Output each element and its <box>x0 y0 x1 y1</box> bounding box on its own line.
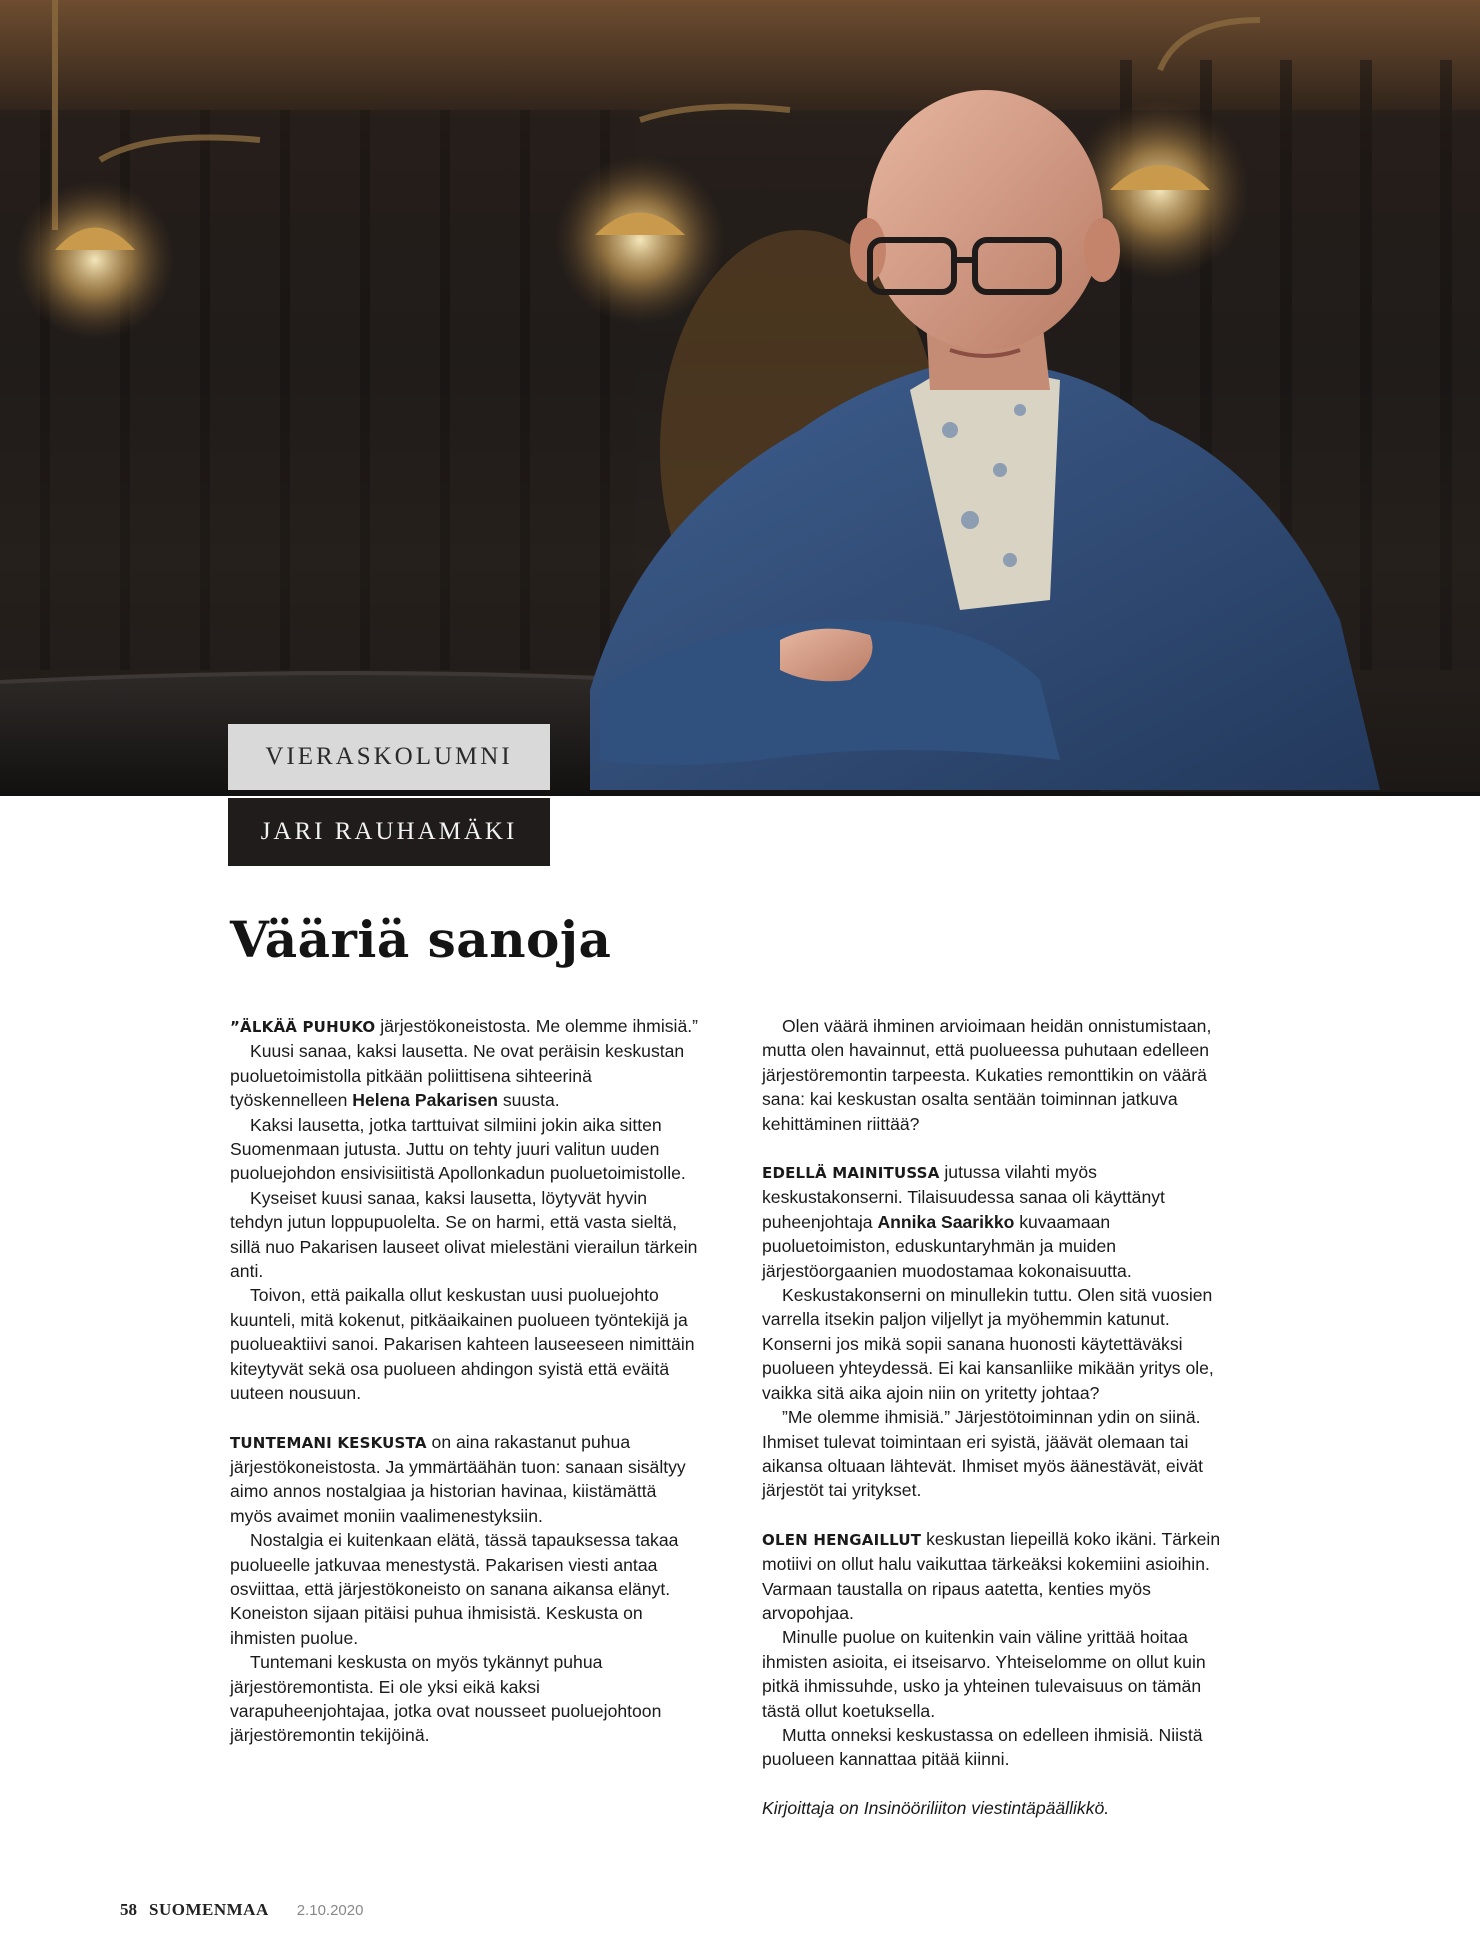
paragraph: ”Me olemme ihmisiä.” Järjestötoiminnan ydin on siinä. Ihmiset tulevat toimintaan eri syistä, jäävät olemaan tai aikansa oltuaan lähtevät. Ihmiset myös äänestävät, eivät järjestöt tai yritykset. <box>762 1407 1204 1501</box>
issue-date: 2.10.2020 <box>296 1902 364 1919</box>
paragraph: Olen väärä ihminen arvioimaan heidän onnistumistaan, mutta olen havainnut, että puolueessa puhutaan edelleen järjestöremontin tarpeesta. Kukaties remonttikin on väärä sana: kai keskustan osalta sentään toiminnan jatkuva kehittäminen riittää? <box>762 1016 1212 1134</box>
hero-photo-illustration <box>0 0 1480 796</box>
person-name: Helena Pakarisen <box>352 1090 498 1111</box>
paragraph: Kaksi lausetta, jotka tarttuivat silmiini jokin aika sitten Suomenmaan jutusta. Juttu on tehty juuri valitun uuden puoluejohdon ensivisiitistä Apollonkadun puoluetoimistolle. <box>230 1114 686 1184</box>
paragraph: Minulle puolue on kuitenkin vain väline yrittää hoitaa ihmisten asioita, ei itseisarvo. Yhteiselomme on ollut kuin pitkä ihmissuhde, usko ja yhteinen tulevaisuus on tämän tästä ollut koetuksella. <box>762 1627 1206 1721</box>
publication-name: SUOMENMAA <box>149 1900 269 1919</box>
paragraph: Keskustakonserni on minullekin tuttu. Olen sitä vuosien varrella itsekin paljon viljellyt ja myöhemmin katunut. Konserni jos mikä sopii sanana huonosti käytettäväksi puolueen yhteydessä. Ei kai kansanliike mikään yritys ole, vaikka sitä aika ajoin niin on yritetty johtaa? <box>762 1285 1214 1403</box>
paragraph: OLEN HENGAILLUT keskustan liepeillä koko ikäni. Tärkein motiivi on ollut halu vaikuttaa tärkeäksi kokemiini asioihin. Varmaan taustalla on ripaus aatetta, kenties myös arvopohjaa. <box>762 1528 1221 1623</box>
paragraph: Toivon, että paikalla ollut keskustan uusi puoluejohto kuunteli, mitä kokenut, pitkäaikainen puolueen työntekijä ja puolueaktiivi sanoi. Pakarisen kahteen lauseeseen nimittäin kiteytyvät sekä osa puolueen ahdingon syistä että eväitä uuteen nousuun. <box>230 1285 695 1404</box>
article-column-left <box>230 1014 700 1748</box>
author-byline: Kirjoittaja on Insinööriliiton viestintäpäällikkö. <box>762 1797 1110 1818</box>
paragraph: TUNTEMANI KESKUSTA on aina rakastanut puhua järjestökoneistosta. Ja ymmärtäähän tuon: sanaan sisältyy aimo annos nostalgiaa ja historian havinaa, kiistämättä myös avaimet moniin vaalimenestyksiin. <box>230 1431 686 1526</box>
paragraph: Kuusi sanaa, kaksi lausetta. Ne ovat peräisin keskustan puoluetoimistolla pitkään poliittisena sihteerinä työskennelleen Helena Pakarisen suusta. <box>230 1041 685 1111</box>
paragraph: ”ÄLKÄÄ PUHUKO järjestökoneistosta. Me olemme ihmisiä.” <box>230 1016 698 1036</box>
paragraph-lead-in: EDELLÄ MAINITUSSA <box>762 1164 940 1183</box>
column-type-label: VIERASKOLUMNI <box>228 724 550 790</box>
paragraph: Nostalgia ei kuitenkaan elätä, tässä tapauksessa takaa puolueelle jatkuvaa menestystä. Pakarisen viesti antaa osviittaa, että järjestökoneisto on sanana aikansa elänyt. Koneiston sijaan pitäisi puhua ihmisistä. Keskusta on ihmisten puolue. <box>230 1530 679 1648</box>
page-number: 58 <box>120 1900 137 1919</box>
paragraph: Tuntemani keskusta on myös tykännyt puhua järjestöremontista. Ei ole yksi eikä kaksi varapuheenjohtajaa, jotka ovat nousseet puoluejohtoon järjestöremontin tekijöinä. <box>230 1652 662 1746</box>
person-name: Annika Saarikko <box>877 1211 1015 1232</box>
paragraph: Mutta onneksi keskustassa on edelleen ihmisiä. Niistä puolueen kannattaa pitää kiinni. <box>762 1724 1203 1770</box>
article-headline: Vääriä sanoja <box>230 910 612 969</box>
page-footer <box>120 1900 363 1920</box>
hero-photo <box>0 0 1480 796</box>
column-author-label: JARI RAUHAMÄKI <box>228 798 550 866</box>
paragraph-lead-in: ”ÄLKÄÄ PUHUKO <box>230 1018 376 1036</box>
hero-bottom-rule <box>0 792 1480 796</box>
paragraph-lead-in: TUNTEMANI KESKUSTA <box>230 1433 427 1452</box>
article-column-right <box>762 1014 1232 1820</box>
paragraph: Kyseiset kuusi sanaa, kaksi lausetta, löytyvät hyvin tehdyn jutun loppupuolelta. Se on harmi, että vasta sieltä, sillä nuo Pakarisen lauseet olivat mielestäni vierailun tärkein anti. <box>230 1187 698 1282</box>
paragraph-lead-in: OLEN HENGAILLUT <box>762 1530 922 1549</box>
paragraph: EDELLÄ MAINITUSSA jutussa vilahti myös keskustakonserni. Tilaisuudessa sanaa oli käyttänyt puheenjohtaja Annika Saarikko kuvaamaan puoluetoimiston, eduskuntaryhmän ja muiden järjestöorgaanien muodostamaa kokonaisuutta. <box>762 1162 1165 1281</box>
